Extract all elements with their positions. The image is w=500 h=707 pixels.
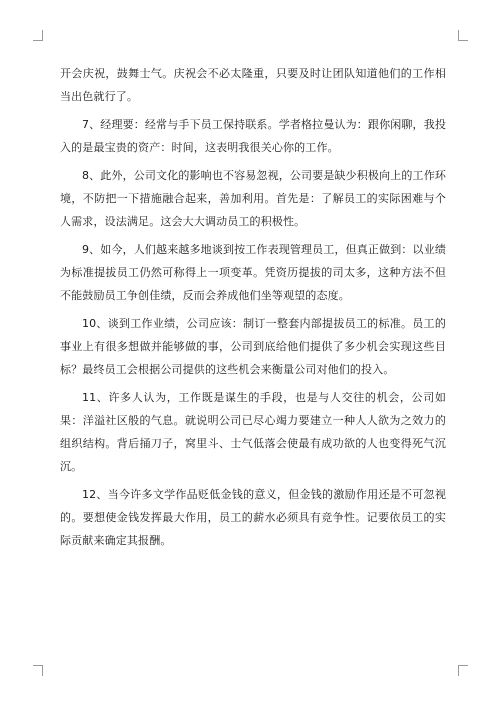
document-body: [60, 62, 446, 557]
crop-mark-top-left: [33, 30, 43, 41]
paragraph-item-8: 8、此外，公司文化的影响也不容易忽视，公司要是缺少积极向上的工作环境，不防把一下措施融合起来，善加利用。首先是：了解员工的实际困难与个人需求，设法满足。这会大大调动员工的积极性。: [60, 169, 446, 228]
paragraph-item-9: 9、如今，人们越来越多地谈到按工作表现管理员工，但真正做到：以业绩为标准提拔员工仍然可称得上一项变革。凭资历提拔的司太多，这种方法不但不能鼓励员工争创佳绩，反而会养成他们坐等观望的态度。: [60, 243, 446, 302]
crop-mark-bottom-right: [458, 665, 468, 676]
crop-mark-top-right: [458, 30, 468, 41]
paragraph-item-7: 7、经理要：经常与手下员工保持联系。学者格拉曼认为：跟你闲聊，我投入的是最宝贵的资产：时间，这表明我很关心你的工作。: [60, 118, 446, 154]
paragraph-continuation: 开会庆祝，鼓舞士气。庆祝会不必太隆重，只要及时让团队知道他们的工作相当出色就行了。: [60, 67, 446, 103]
crop-mark-bottom-left: [33, 665, 43, 676]
paragraph-item-11: 11、许多人认为，工作既是谋生的手段，也是与人交往的机会，公司如果：洋溢社区般的气息。就说明公司已尽心竭力要建立一种人人欲为之效力的组织结构。背后捅刀子，窝里斗、士气低落会使最有成功欲的人也变得死气沉沉。: [60, 391, 446, 473]
paragraph-item-12: 12、当今许多文学作品贬低金钱的意义，但金钱的激励作用还是不可忽视的。要想使金钱发挥最大作用，员工的薪水必须具有竞争性。记要依员工的实际贡献来确定其报酬。: [60, 488, 446, 547]
paragraph-item-10: 10、谈到工作业绩，公司应该：制订一整套内部提拔员工的标准。员工的事业上有很多想做并能够做的事，公司到底给他们提供了多少机会实现这些目标？最终员工会根据公司提供的这些机会来衡量公司对他们的投入。: [60, 317, 446, 376]
